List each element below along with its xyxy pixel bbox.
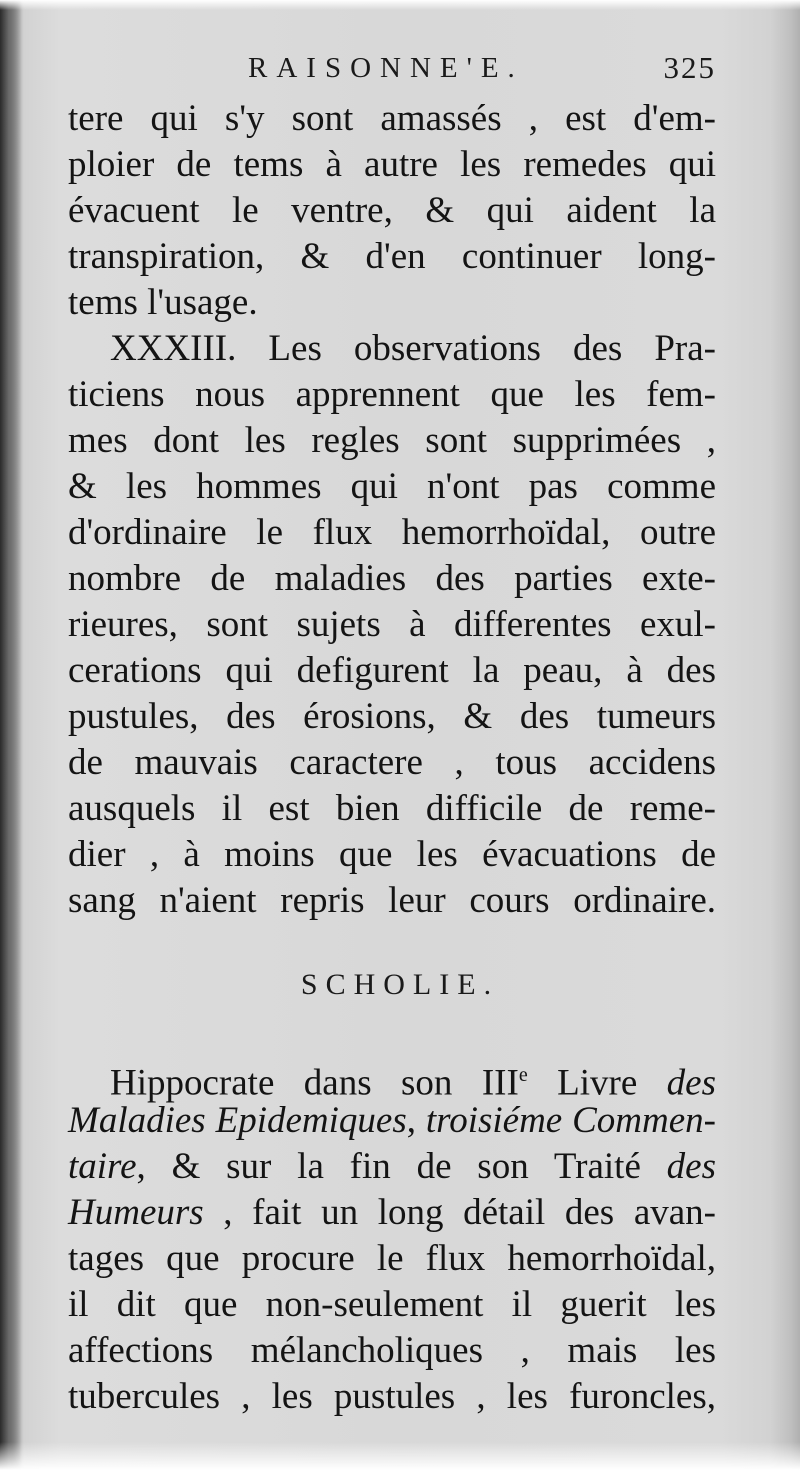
page-header <box>240 48 720 88</box>
text-line: il dit que non-seulement il guerit les <box>68 1284 716 1325</box>
text-line <box>68 1052 716 1104</box>
italic-segment: Humeurs <box>68 1192 204 1233</box>
text-line: mes dont les regles sont supprimées , <box>68 420 716 461</box>
text-line: & les hommes qui n'ont pas comme <box>68 466 716 507</box>
running-head: RAISONNE'E. <box>248 52 524 84</box>
text-line: de mauvais caractere , tous accidens <box>68 742 716 783</box>
text-line: d'ordinaire le flux hemorrhoïdal, outre <box>68 512 716 553</box>
text-line: pustules, des érosions, & des tumeurs <box>68 696 716 737</box>
text-line <box>68 1190 716 1236</box>
italic-segment: des <box>666 1062 716 1104</box>
text-segment: Livre <box>527 1062 667 1104</box>
text-line: dier , à moins que les évacuations de <box>68 834 716 875</box>
paragraph-scholie <box>68 1052 716 1420</box>
italic-segment: des <box>666 1146 716 1187</box>
text-line: tere qui s'y sont amassés , est d'em- <box>68 98 716 139</box>
text-line: tubercules , les pustules , les furoncles, <box>68 1376 716 1417</box>
italic-segment: Maladies Epidemiques <box>68 1100 407 1141</box>
italic-segment: taire <box>68 1146 137 1187</box>
paragraph-continuation <box>68 96 716 326</box>
text-line: tems l'usage. <box>68 282 258 323</box>
text-line: tages que procure le flux hemorrhoïdal, <box>68 1238 716 1279</box>
text-segment: , & sur la fin de son Traité <box>136 1146 667 1187</box>
text-line <box>68 1144 716 1190</box>
text-line: ausquels il est bien difficile de reme- <box>68 788 716 829</box>
paragraph-xxxiii <box>68 326 716 924</box>
text-line: ploier de tems à autre les remedes qui <box>68 144 716 185</box>
text-line: rieures, sont sujets à differentes exul- <box>68 604 716 645</box>
gutter-shadow <box>0 0 22 1470</box>
text-line: XXXIII. Les observations des Pra- <box>110 328 716 369</box>
text-segment: , fait un long détail des avan- <box>203 1192 716 1233</box>
page-number: 325 <box>663 50 716 85</box>
text-line: ticiens nous apprennent que les fem- <box>68 374 716 415</box>
text-line <box>68 1098 716 1144</box>
text-line: évacuent le ventre, & qui aident la <box>68 190 716 231</box>
bottom-edge <box>0 1442 800 1470</box>
superscript: e <box>518 1064 528 1086</box>
section-heading: SCHOLIE. <box>300 968 500 1001</box>
text-segment: , <box>406 1100 426 1141</box>
text-line: affections mélancholiques , mais les <box>68 1330 716 1371</box>
top-edge <box>0 0 800 10</box>
text-segment: Hippocrate dans son III <box>110 1062 519 1104</box>
italic-segment: troisiéme Commen- <box>425 1100 716 1141</box>
text-line: transpiration, & d'en continuer long- <box>68 236 716 277</box>
text-line: nombre de maladies des parties exte- <box>68 558 716 599</box>
text-line: sang n'aient repris leur cours ordinaire. <box>68 880 716 921</box>
text-line: cerations qui defigurent la peau, à des <box>68 650 716 691</box>
